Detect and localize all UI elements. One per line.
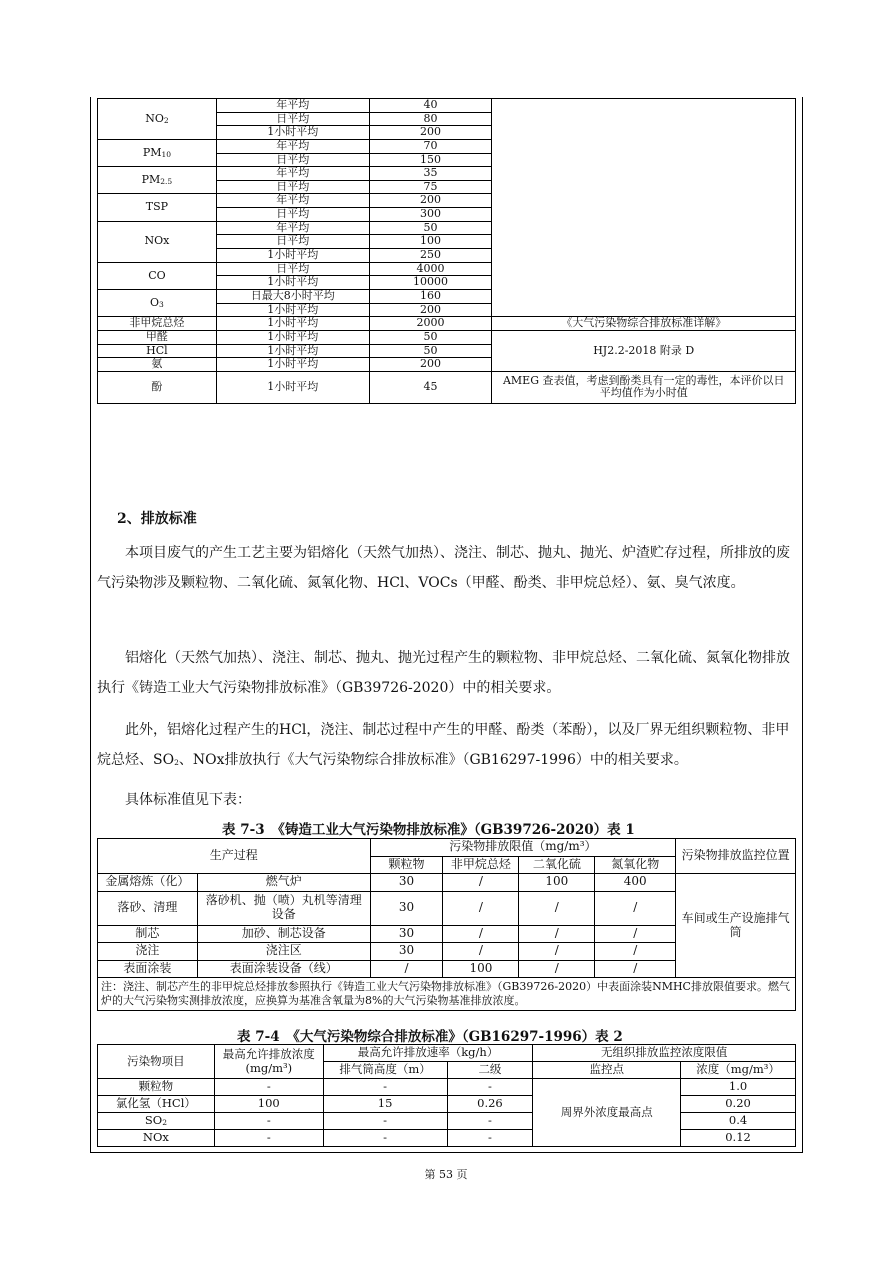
value-cell: 100	[369, 235, 492, 249]
value-cell: 200	[369, 358, 492, 372]
header-cell: 二氧化硫	[519, 856, 595, 874]
table-note-row	[98, 978, 796, 1011]
table-row	[98, 1079, 796, 1096]
process-cell: 金属熔炼（化）	[98, 874, 198, 892]
value-cell: 80	[369, 112, 492, 126]
period-cell: 1小时平均	[216, 371, 369, 403]
process-cell: 落砂、清理	[98, 891, 198, 925]
value-cell: -	[323, 1079, 447, 1096]
value-cell: 150	[369, 153, 492, 167]
monitor-point-cell: 周界外浓度最高点	[533, 1079, 681, 1147]
value-cell: 50	[369, 330, 492, 344]
section-heading: 2、排放标准	[117, 511, 197, 527]
paragraph: 铝熔化（天然气加热）、浇注、制芯、抛丸、抛光过程产生的颗粒物、非甲烷总烃、二氧化硫、氮氧化物排放执行《铸造工业大气污染物排放标准》（GB39726-2020）中的相关要求。	[97, 650, 790, 696]
value-cell: 160	[369, 289, 492, 303]
value-cell: -	[447, 1113, 533, 1130]
pollutant-cell: TSP	[98, 194, 217, 221]
table-caption: 表 7-4 《大气污染物综合排放标准》（GB16297-1996）表 2	[237, 1029, 623, 1045]
value-cell: 0.20	[681, 1096, 796, 1113]
period-cell: 年平均	[216, 99, 369, 113]
pollutant-cell: 非甲烷总烃	[98, 317, 217, 331]
table-row	[98, 874, 796, 892]
equipment-cell: 燃气炉	[197, 874, 370, 892]
period-cell: 年平均	[216, 167, 369, 181]
paragraph: 此外，铝熔化过程产生的HCl，浇注、制芯过程中产生的甲醛、酚类（苯酚），以及厂界无组织颗粒物、非甲烷总烃、$SO_2$、NOx排放执行《大气污染物综合排放标准》（GB16297-1996）中的相关要求。	[97, 722, 790, 768]
period-cell: 1小时平均	[216, 344, 369, 358]
table-7-3	[97, 838, 796, 1011]
value-cell: 1.0	[681, 1079, 796, 1096]
table-row	[98, 371, 796, 403]
period-cell: 日最大8小时平均	[216, 289, 369, 303]
header-cell: 生产过程	[98, 839, 371, 874]
equipment-cell: 加砂、制芯设备	[197, 925, 370, 943]
value-cell: 400	[595, 874, 676, 892]
process-cell: 浇注	[98, 943, 198, 961]
pollutant-cell: 酚	[98, 371, 217, 403]
value-cell: 45	[369, 371, 492, 403]
value-cell: /	[443, 874, 519, 892]
header-cell: 污染物排放监控位置	[676, 839, 796, 874]
item-cell: $SO_2$	[98, 1113, 215, 1130]
period-cell: 1小时平均	[216, 126, 369, 140]
value-cell: 2000	[369, 317, 492, 331]
value-cell: /	[443, 943, 519, 961]
monitor-cell: 车间或生产设施排气筒	[676, 874, 796, 978]
value-cell: /	[519, 943, 595, 961]
source-cell-empty	[492, 99, 796, 317]
period-cell: 日平均	[216, 112, 369, 126]
value-cell: 100	[443, 960, 519, 978]
source-cell: HJ2.2-2018 附录 D	[492, 330, 796, 371]
period-cell: 1小时平均	[216, 303, 369, 317]
period-cell: 1小时平均	[216, 330, 369, 344]
value-cell: 0.26	[447, 1096, 533, 1113]
period-cell: 1小时平均	[216, 358, 369, 372]
header-cell: 无组织排放监控浓度限值	[533, 1045, 796, 1062]
pollutant-cell: HCl	[98, 344, 217, 358]
header-cell: 浓度（mg/m³）	[681, 1062, 796, 1079]
header-cell: 最高允许排放浓度(mg/m³)	[214, 1045, 323, 1079]
value-cell: 70	[369, 139, 492, 153]
equipment-cell: 浇注区	[197, 943, 370, 961]
value-cell: 30	[370, 925, 443, 943]
item-cell: 颗粒物	[98, 1079, 215, 1096]
source-cell: 《大气污染物综合排放标准详解》	[492, 317, 796, 331]
value-cell: 35	[369, 167, 492, 181]
table-7-4	[97, 1044, 796, 1147]
value-cell: 50	[369, 344, 492, 358]
item-cell: NOx	[98, 1130, 215, 1147]
value-cell: 40	[369, 99, 492, 113]
pollutant-cell: CO	[98, 262, 217, 289]
period-cell: 年平均	[216, 221, 369, 235]
value-cell: -	[323, 1130, 447, 1147]
value-cell: /	[443, 891, 519, 925]
pollutant-cell: NOx	[98, 221, 217, 262]
period-cell: 日平均	[216, 153, 369, 167]
paragraph: 本项目废气的产生工艺主要为铝熔化（天然气加热）、浇注、制芯、抛丸、抛光、炉渣贮存过程，所排放的废气污染物涉及颗粒物、二氧化硫、氮氧化物、HCl、VOCs（甲醛、酚类、非甲烷总烃）、氨、臭气浓度。	[97, 545, 790, 591]
value-cell: -	[447, 1130, 533, 1147]
process-cell: 表面涂装	[98, 960, 198, 978]
header-cell: 非甲烷总烃	[443, 856, 519, 874]
value-cell: /	[595, 925, 676, 943]
value-cell: 100	[214, 1096, 323, 1113]
value-cell: 15	[323, 1096, 447, 1113]
table-row	[98, 330, 796, 344]
period-cell: 1小时平均	[216, 317, 369, 331]
header-cell: 二级	[447, 1062, 533, 1079]
value-cell: 30	[370, 874, 443, 892]
ambient-limits-table	[97, 98, 796, 404]
value-cell: 250	[369, 249, 492, 263]
value-cell: /	[519, 891, 595, 925]
period-cell: 日平均	[216, 262, 369, 276]
value-cell: /	[595, 960, 676, 978]
value-cell: 200	[369, 126, 492, 140]
table-row	[98, 317, 796, 331]
pollutant-cell: 氨	[98, 358, 217, 372]
period-cell: 日平均	[216, 180, 369, 194]
value-cell: /	[519, 960, 595, 978]
value-cell: /	[595, 943, 676, 961]
table-row	[98, 1130, 796, 1147]
page-number: 第 53 页	[424, 1168, 468, 1181]
header-cell: 最高允许排放速率（kg/h）	[323, 1045, 533, 1062]
value-cell: /	[595, 891, 676, 925]
value-cell: 10000	[369, 276, 492, 290]
header-cell: 监控点	[533, 1062, 681, 1079]
value-cell: 30	[370, 891, 443, 925]
header-cell: 污染物项目	[98, 1045, 215, 1079]
process-cell: 制芯	[98, 925, 198, 943]
item-cell: 氯化氢（HCl）	[98, 1096, 215, 1113]
period-cell: 年平均	[216, 194, 369, 208]
value-cell: -	[447, 1079, 533, 1096]
value-cell: -	[323, 1113, 447, 1130]
value-cell: /	[519, 925, 595, 943]
pollutant-cell: 甲醛	[98, 330, 217, 344]
equipment-cell: 落砂机、抛（喷）丸机等清理设备	[197, 891, 370, 925]
header-cell: 颗粒物	[370, 856, 443, 874]
value-cell: 100	[519, 874, 595, 892]
table-row	[98, 1096, 796, 1113]
pollutant-cell: $NO_2$	[98, 99, 217, 140]
value-cell: 50	[369, 221, 492, 235]
header-cell: 排气筒高度（m）	[323, 1062, 447, 1079]
header-cell: 氮氧化物	[595, 856, 676, 874]
table-header-row	[98, 1045, 796, 1062]
value-cell: -	[214, 1113, 323, 1130]
value-cell: 4000	[369, 262, 492, 276]
source-cell: AMEG 查表值，考虑到酚类具有一定的毒性，本评价以日平均值作为小时值	[492, 371, 796, 403]
value-cell: -	[214, 1079, 323, 1096]
value-cell: /	[370, 960, 443, 978]
value-cell: -	[214, 1130, 323, 1147]
value-cell: 75	[369, 180, 492, 194]
table-header-row	[98, 839, 796, 857]
value-cell: 200	[369, 194, 492, 208]
value-cell: 30	[370, 943, 443, 961]
period-cell: 1小时平均	[216, 249, 369, 263]
period-cell: 日平均	[216, 208, 369, 222]
period-cell: 1小时平均	[216, 276, 369, 290]
pollutant-cell: $PM_{10}$	[98, 139, 217, 166]
pollutant-cell: $PM_{2.5}$	[98, 167, 217, 194]
period-cell: 日平均	[216, 235, 369, 249]
table-note: 注：浇注、制芯产生的非甲烷总烃排放参照执行《铸造工业大气污染物排放标准》（GB39726-2020）中表面涂装NMHC排放限值要求。燃气炉的大气污染物实测排放浓度，应换算为基准含氧量为8%的大气污染物基准排放浓度。	[98, 978, 796, 1011]
value-cell: /	[443, 925, 519, 943]
table-caption: 表 7-3 《铸造工业大气污染物排放标准》（GB39726-2020）表 1	[222, 822, 635, 838]
table-row	[98, 1113, 796, 1130]
header-cell: 污染物排放限值（mg/m³）	[370, 839, 676, 857]
equipment-cell: 表面涂装设备（线）	[197, 960, 370, 978]
paragraph: 具体标准值见下表：	[125, 792, 251, 808]
pollutant-cell: $O_3$	[98, 289, 217, 316]
table-row	[98, 99, 796, 113]
period-cell: 年平均	[216, 139, 369, 153]
value-cell: 0.4	[681, 1113, 796, 1130]
value-cell: 200	[369, 303, 492, 317]
value-cell: 300	[369, 208, 492, 222]
value-cell: 0.12	[681, 1130, 796, 1147]
